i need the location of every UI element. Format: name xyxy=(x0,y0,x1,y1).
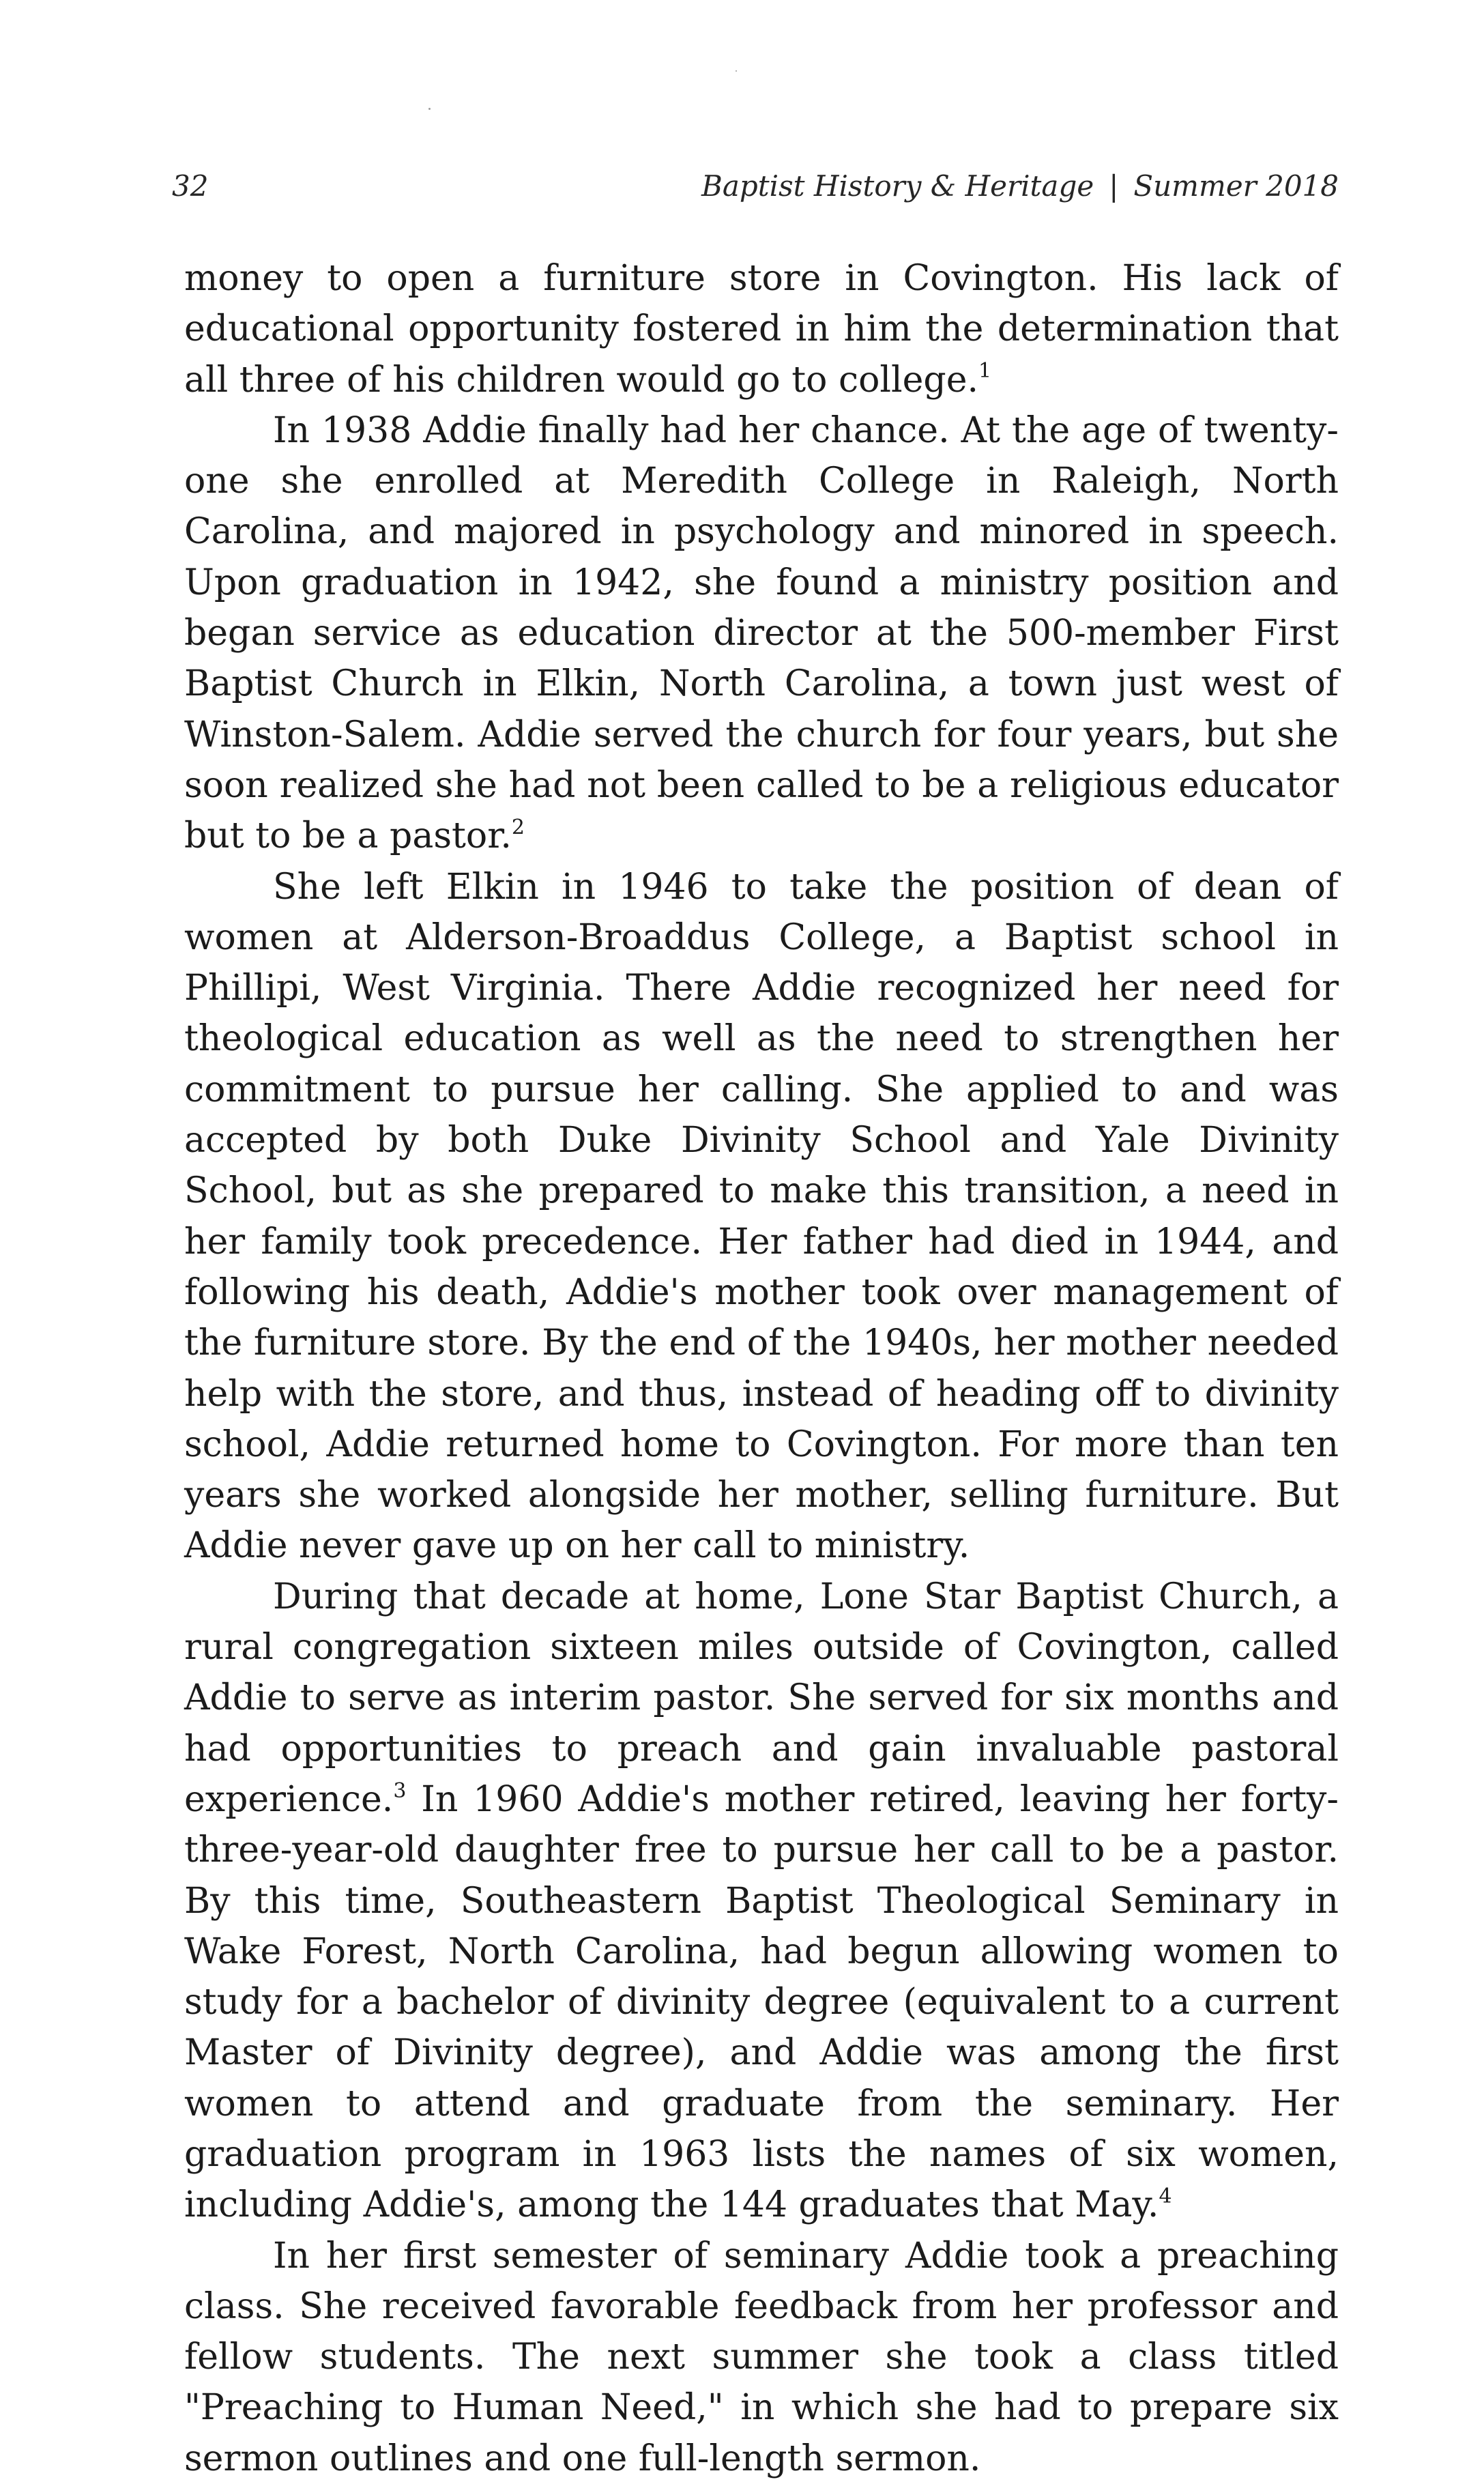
footnote-ref: 1 xyxy=(978,359,992,384)
running-header xyxy=(172,162,1339,210)
paragraph xyxy=(184,253,1339,405)
issue-date: Summer 2018 xyxy=(1133,169,1339,203)
paragraph-text: In 1960 Addie's mother retired, leaving her forty-three-year-old daughter free to pursue her call to be a pastor. By this time, Southeastern Baptist Theological Seminary in Wake Forest, North Carolina, had begun allowing women to study for a bachelor of divinity degree (equivalent to a current Master of Divinity degree), and Addie was among the first women to attend and graduate from the seminary. Her graduation program in 1963 lists the names of six women, including Addie's, among the 144 graduates that May. xyxy=(184,1778,1339,2226)
footnote-ref: 4 xyxy=(1159,2184,1172,2208)
footnote-ref: 2 xyxy=(511,815,525,839)
paragraph xyxy=(184,862,1339,1572)
paragraph xyxy=(184,1572,1339,2231)
paragraph-text: In her first semester of seminary Addie took a preaching class. She received favorable feedback from her professor and fellow students. The next summer she took a class titled "Preaching to Human Need," in which she had to prepare six sermon outlines and one full-length sermon. xyxy=(184,2235,1339,2479)
footnote-ref: 3 xyxy=(393,1778,407,1803)
paragraph-text: In 1938 Addie finally had her chance. At the age of twenty-one she enrolled at Meredith College in Raleigh, North Carolina, and majored in psychology and minored in speech. Upon graduation in 1942, she found a ministry position and began service as education director at the 500-member First Baptist Church in Elkin, North Carolina, a town just west of Winston-Salem. Addie served the church for four years, but she soon realized she had not been called to be a religious educator but to be a pastor. xyxy=(184,409,1339,857)
header-separator: | xyxy=(1109,169,1119,203)
journal-title: Baptist History & Heritage xyxy=(701,169,1094,203)
scan-speck xyxy=(428,108,431,110)
journal-info xyxy=(701,162,1339,210)
paragraph xyxy=(184,2231,1339,2484)
page-number: 32 xyxy=(172,169,209,203)
paragraph-text: During that decade at home, Lone Star Baptist Church, a rural congregation sixteen miles outside of Covington, called Addie to serve as interim pastor. She served for six months and had opportunities to preach and gain invaluable pastoral experience. xyxy=(184,1576,1339,1820)
paragraph xyxy=(184,405,1339,862)
scan-speck xyxy=(736,70,737,72)
paragraph-text: She left Elkin in 1946 to take the position of dean of women at Alderson-Broaddus College, a Baptist school in Phillipi, West Virginia. There Addie recognized her need for theological education as well as the need to strengthen her commitment to pursue her calling. She applied to and was accepted by both Duke Divinity School and Yale Divinity School, but as she prepared to make this transition, a need in her family took precedence. Her father had died in 1944, and following his death, Addie's mother took over management of the furniture store. By the end of the 1940s, her mother needed help with the store, and thus, instead of heading off to divinity school, Addie returned home to Covington. For more than ten years she worked alongside her mother, selling furniture. But Addie never gave up on her call to ministry. xyxy=(184,866,1339,1567)
paragraph-text: money to open a furniture store in Covington. His lack of educational opportunity fostered in him the determination that all three of his children would go to college. xyxy=(184,258,1339,401)
article-body xyxy=(184,253,1339,2484)
